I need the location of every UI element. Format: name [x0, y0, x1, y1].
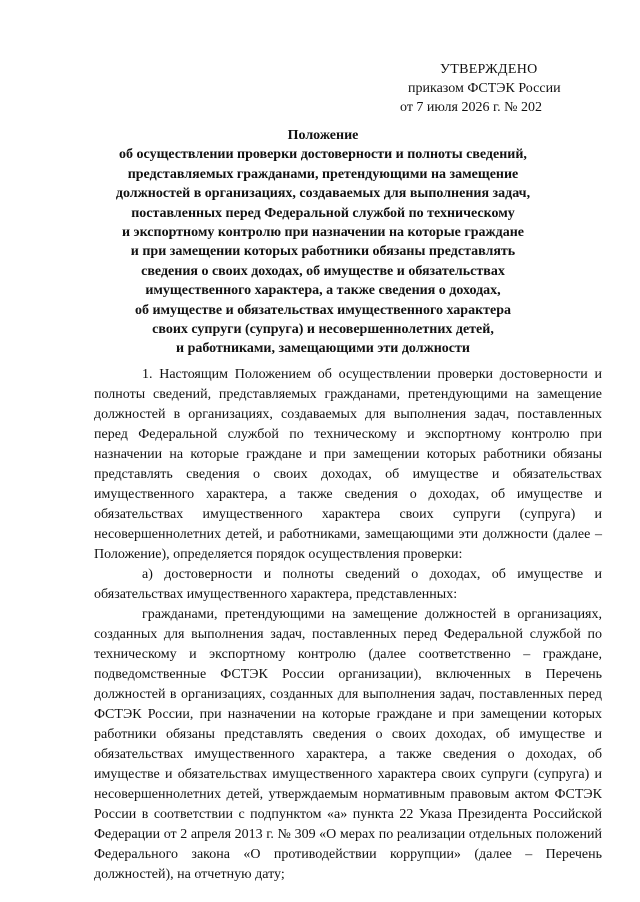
paragraph-a: а) достоверности и полноты сведений о доходах, об имуществе и обязательствах имущественного характера, представленных: [94, 567, 602, 602]
title-line: и при замещении которых работники обязаны представлять [130, 244, 516, 260]
title-line: об имуществе и обязательствах имущественного характера [134, 302, 512, 318]
title-line: должностей в организациях, создаваемых для выполнения задач, [115, 186, 531, 202]
approval-date: от 7 июля 2026 г. № 202 [400, 100, 542, 115]
title-line: представляемых гражданами, претендующими на замещение [127, 166, 519, 182]
approval-heading: УТВЕРЖДЕНО [440, 62, 538, 77]
document-body [94, 365, 602, 885]
document-title [88, 126, 558, 359]
title-line: об осуществлении проверки достоверности и полноты сведений, [119, 147, 527, 163]
paragraph-citizens: гражданами, претендующими на замещение должностей в организациях, созданных для выполнения задач, поставленных перед Федеральной службой по техническому и экспортному контролю (далее соответственно – граждане, подведомственные ФСТЭК России организации), включенных в Перечень должностей в организациях, созданных для выполнения задач, поставленных перед ФСТЭК России, при назначении на которые граждане и при замещении которых работники обязаны представлять сведения о своих доходах, об имуществе и обязательствах имущественного характера, а также сведения о доходах, об имуществе и обязательствах имущественного характера своих супруги (супруга) и несовершеннолетних детей, утверждаемым нормативным правовым актом ФСТЭК России в соответствии с подпунктом «а» пункта 22 Указа Президента Российской Федерации от 2 апреля 2013 г. № 309 «О мерах по реализации отдельных положений Федерального закона «О противодействии коррупции» (далее – Перечень должностей), на отчетную дату; [94, 607, 602, 882]
approval-stamp [398, 60, 598, 117]
title-line: поставленных перед Федеральной службой по техническому [131, 205, 515, 221]
title-line: и экспортному контролю при назначении на которые граждане [121, 225, 525, 241]
title-line: и работниками, замещающими эти должности [176, 341, 470, 357]
title-line: Положение [287, 128, 359, 143]
title-line: сведения о своих доходах, об имуществе и обязательствах [141, 263, 505, 279]
approval-order: приказом ФСТЭК России [408, 81, 561, 96]
title-line: своих супруги (супруга) и несовершеннолетних детей, [152, 322, 494, 338]
title-line: имущественного характера, а также сведения о доходах, [145, 283, 501, 299]
paragraph-1: 1. Настоящим Положением об осуществлении проверки достоверности и полноты сведений, представляемых гражданами, претендующими на замещение должностей в организациях, создаваемых для выполнения задач, поставленных перед Федеральной службой по техническому и экспортному контролю при назначении на которые граждане и при замещении которых работники обязаны представлять сведения о своих доходах, об имуществе и обязательствах имущественного характера, а также сведения о доходах, об имуществе и обязательствах имущественного характера своих супруги (супруга) и несовершеннолетних детей, и работниками, замещающими эти должности (далее – Положение), определяется порядок осуществления проверки: [94, 367, 602, 562]
